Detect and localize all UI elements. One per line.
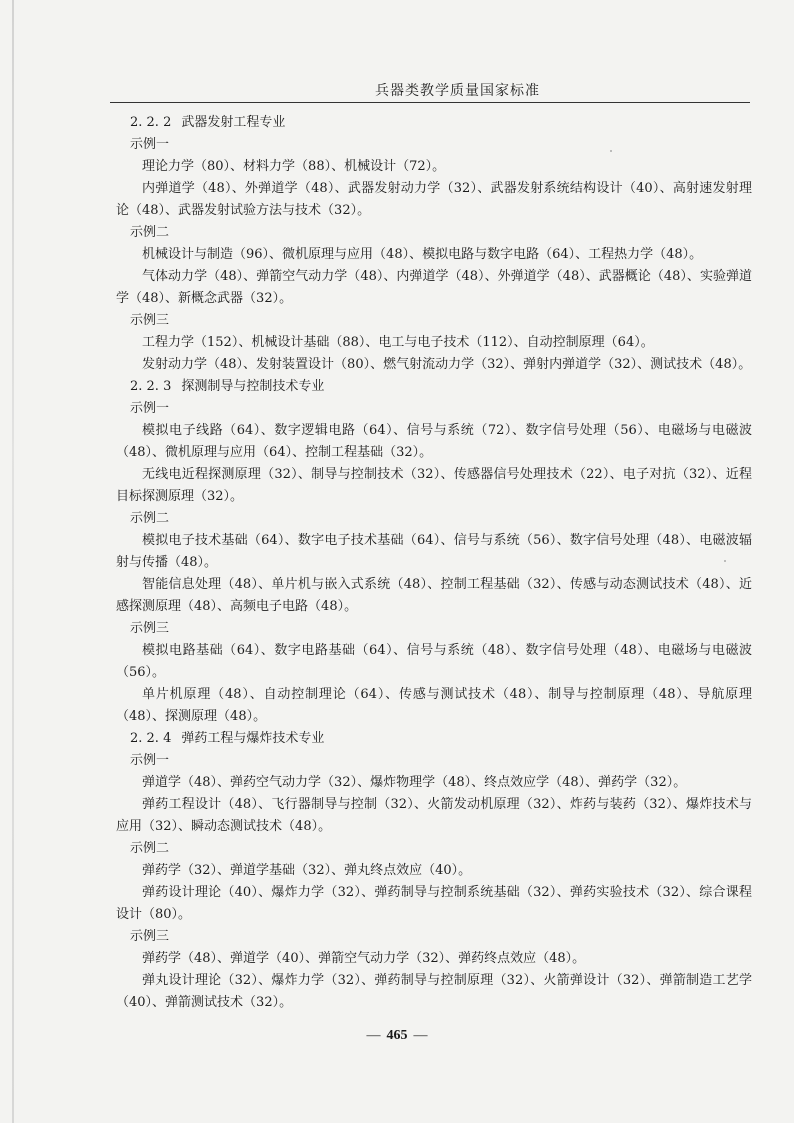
course-paragraph: 机械设计与制造（96）、微机原理与应用（48）、模拟电路与数字电路（64）、工程热力学（48）。: [142, 247, 703, 262]
course-paragraph: 弹药设计理论（40）、爆炸力学（32）、弹药制导与控制系统基础（32）、弹药实验技术（32）、综合课程设计（80）。: [116, 885, 752, 922]
example-label: 示例一: [130, 137, 170, 152]
header-rule: [110, 102, 750, 103]
example-label: 示例一: [130, 753, 170, 768]
course-paragraph: 弹药工程设计（48）、飞行器制导与控制（32）、火箭发动机原理（32）、炸药与装药（32）、爆炸技术与应用（32）、瞬动态测试技术（48）。: [116, 797, 752, 834]
course-paragraph: 无线电近程探测原理（32）、制导与控制技术（32）、传感器信号处理技术（22）、电子对抗（32）、近程目标探测原理（32）。: [116, 467, 752, 504]
running-header: [110, 78, 750, 104]
scan-speck: [724, 560, 726, 562]
course-paragraph: 模拟电路基础（64）、数字电路基础（64）、信号与系统（48）、数字信号处理（48）、电磁场与电磁波（56）。: [116, 643, 752, 680]
course-paragraph: 模拟电子线路（64）、数字逻辑电路（64）、信号与系统（72）、数字信号处理（56）、电磁场与电磁波（48）、微机原理与应用（64）、控制工程基础（32）。: [116, 423, 752, 460]
page-number-dash-left: —: [366, 1028, 381, 1043]
example-label: 示例二: [130, 225, 170, 240]
course-paragraph: 理论力学（80）、材料力学（88）、机械设计（72）。: [142, 159, 446, 174]
example-label: 示例二: [130, 841, 170, 856]
example-label: 示例三: [130, 929, 170, 944]
section-heading: [116, 728, 752, 750]
page-number-value: 465: [386, 1028, 408, 1043]
section-number: 2. 2. 4: [130, 731, 172, 746]
course-paragraph: 气体动力学（48）、弹箭空气动力学（48）、内弹道学（48）、外弹道学（48）、武器概论（48）、实验弹道学（48）、新概念武器（32）。: [116, 269, 752, 306]
course-paragraph: 内弹道学（48）、外弹道学（48）、武器发射动力学（32）、武器发射系统结构设计（40）、高射速发射理论（48）、武器发射试验方法与技术（32）。: [116, 181, 752, 218]
example-label: 示例三: [130, 313, 170, 328]
course-paragraph: 发射动力学（48）、发射装置设计（80）、燃气射流动力学（32）、弹射内弹道学（32）、测试技术（48）。: [142, 357, 752, 372]
section-heading: [116, 376, 752, 398]
course-paragraph: 弹丸设计理论（32）、爆炸力学（32）、弹药制导与控制原理（32）、火箭弹设计（32）、弹箭制造工艺学（40）、弹箭测试技术（32）。: [116, 973, 752, 1010]
header-title: 兵器类教学质量国家标准: [375, 83, 540, 99]
section-title: 探测制导与控制技术专业: [181, 379, 325, 394]
course-paragraph: 模拟电子技术基础（64）、数字电子技术基础（64）、信号与系统（56）、数字信号处理（48）、电磁波辐射与传播（48）。: [116, 533, 752, 570]
course-paragraph: 单片机原理（48）、自动控制理论（64）、传感与测试技术（48）、制导与控制原理（48）、导航原理（48）、探测原理（48）。: [116, 687, 752, 724]
section-number: 2. 2. 2: [130, 115, 172, 130]
course-paragraph: 弹道学（48）、弹药空气动力学（32）、爆炸物理学（48）、终点效应学（48）、弹药学（32）。: [142, 775, 687, 790]
scan-edge: [12, 0, 14, 1123]
course-paragraph: 弹药学（48）、弹道学（40）、弹箭空气动力学（32）、弹药终点效应（48）。: [142, 951, 586, 966]
page-number-dash-right: —: [413, 1028, 428, 1043]
section-title: 武器发射工程专业: [181, 115, 286, 130]
section-heading: [116, 112, 752, 134]
example-label: 示例二: [130, 511, 170, 526]
course-paragraph: 工程力学（152）、机械设计基础（88）、电工与电子技术（112）、自动控制原理（64）。: [142, 335, 654, 350]
example-label: 示例一: [130, 401, 170, 416]
example-label: 示例三: [130, 621, 170, 636]
section-number: 2. 2. 3: [130, 379, 172, 394]
scan-speck: [610, 150, 612, 152]
course-paragraph: 智能信息处理（48）、单片机与嵌入式系统（48）、控制工程基础（32）、传感与动态测试技术（48）、近感探测原理（48）、高频电子电路（48）。: [116, 577, 752, 614]
page-body: [116, 112, 752, 1014]
page-number: [0, 1028, 794, 1044]
section-title: 弹药工程与爆炸技术专业: [181, 731, 325, 746]
course-paragraph: 弹药学（32）、弹道学基础（32）、弹丸终点效应（40）。: [142, 863, 472, 878]
